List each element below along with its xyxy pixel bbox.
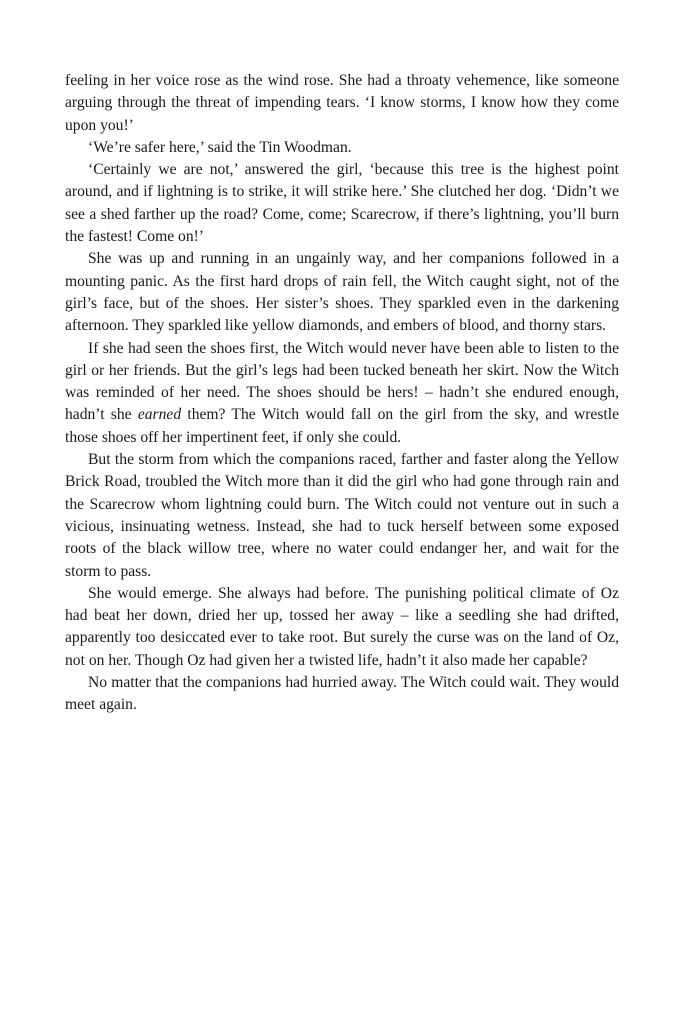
paragraph-3 [65,159,619,248]
paragraph-5 [65,338,619,449]
paragraph-text: ‘We’re safer here,’ said the Tin Woodman. [88,138,352,156]
paragraph-text: feeling in her voice rose as the wind rose. She had a throaty vehemence, like someone arguing through the threat of impending tears. ‘I know storms, I know how they come upon you!’ [65,72,619,134]
paragraph-1 [65,70,619,137]
paragraph-4 [65,248,619,337]
paragraph-8 [65,672,619,717]
paragraph-7 [65,583,619,672]
paragraph-2 [65,137,619,159]
paragraph-text: But the storm from which the companions raced, farther and faster along the Yellow Brick Road, troubled the Witch more than it did the girl who had gone through rain and the Scarecrow whom lightning could burn. The Witch could not venture out in such a vicious, insinuating wetness. Instead, she had to tuck herself between some exposed roots of the black willow tree, where no water could endanger her, and wait for the storm to pass. [65,451,619,580]
paragraph-text: She was up and running in an ungainly way, and her companions followed in a mounting panic. As the first hard drops of rain fell, the Witch caught sight, not of the girl’s face, but of the shoes. Her sister’s shoes. They sparkled even in the darkening afternoon. They sparkled like yellow diamonds, and embers of blood, and thorny stars. [65,250,619,335]
paragraph-text: If she had seen the shoes first, the Witch would never have been able to listen to the girl or her friends. But the girl’s legs had been tucked beneath her skirt. Now the Witch was reminded of her need. The shoes should be hers! – hadn’t she endured enough, hadn’t she [65,339,619,424]
paragraph-text: ‘Certainly we are not,’ answered the girl, ‘because this tree is the highest point around, and if lightning is to strike, it will strike here.’ She clutched her dog. ‘Didn’t we see a shed farther up the road? Come, come; Scarecrow, if there’s lightning, you’ll burn the fastest! Come on!’ [65,161,619,246]
italic-emphasis: earned [137,406,182,424]
paragraph-text: No matter that the companions had hurried away. The Witch could wait. They would meet again. [65,674,619,714]
paragraph-6 [65,449,619,583]
page-body [65,70,619,717]
paragraph-text: them? The Witch would fall on the girl from the sky, and wrestle those shoes off her impertinent feet, if only she could. [65,406,619,446]
paragraph-text: She would emerge. She always had before. The punishing political climate of Oz had beat her down, dried her up, tossed her away – like a seedling she had drifted, apparently too desiccated ever to take root. But surely the curse was on the land of Oz, not on her. Though Oz had given her a twisted life, hadn’t it also made her capable? [65,584,619,669]
